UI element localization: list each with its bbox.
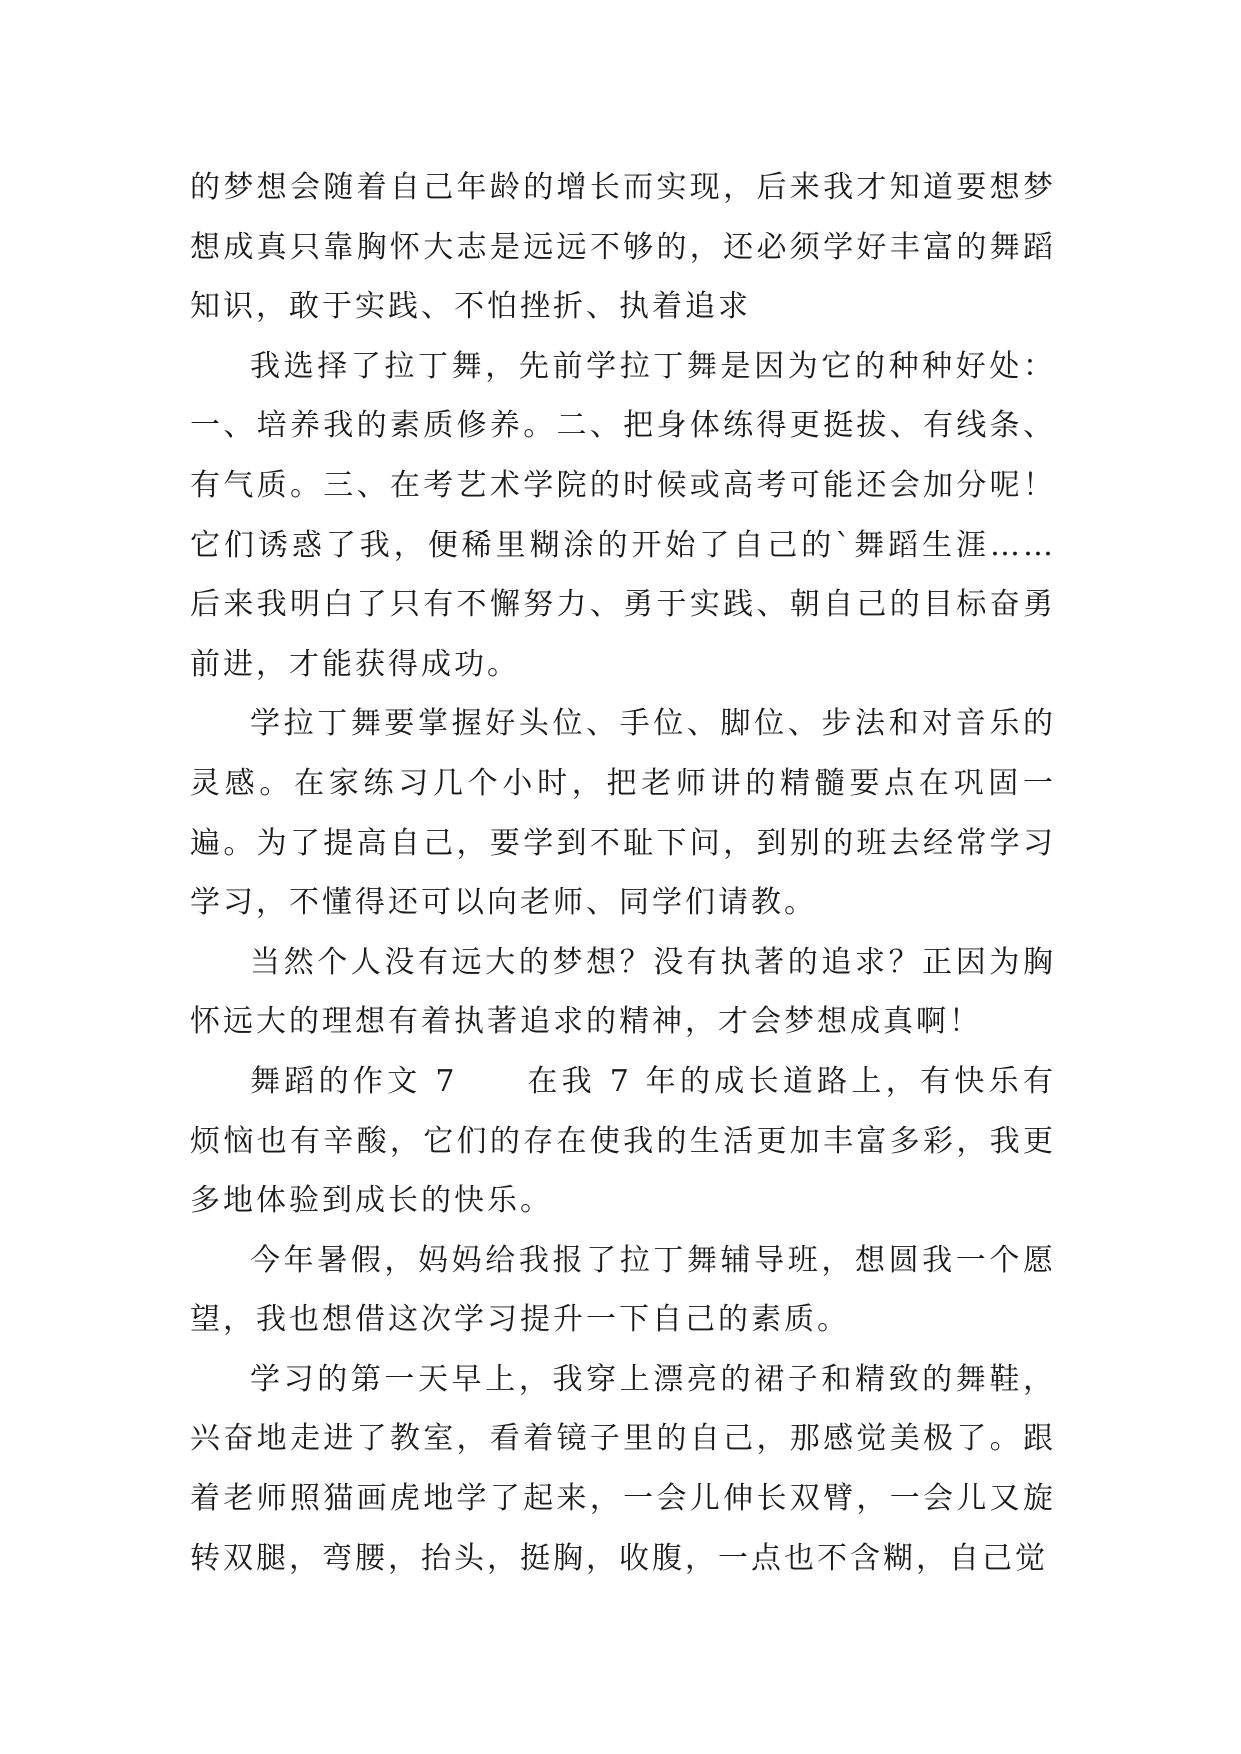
paragraph-5: 舞蹈的作文 7 在我 7 年的成长道路上，有快乐有烦恼也有辛酸，它们的存在使我的生活更加丰富多彩，我更多地体验到成长的快乐。	[190, 1063, 1056, 1219]
document-body	[190, 158, 1056, 1588]
paragraph-6: 今年暑假，妈妈给我报了拉丁舞辅导班，想圆我一个愿望，我也想借这次学习提升一下自己的素质。	[190, 1242, 1056, 1338]
paragraph-7: 学习的第一天早上，我穿上漂亮的裙子和精致的舞鞋，兴奋地走进了教室，看着镜子里的自己，那感觉美极了。跟着老师照猫画虎地学了起来，一会儿伸长双臂，一会儿又旋转双腿，弯腰，抬头，挺胸，收腹，一点也不含糊，自己觉	[190, 1361, 1056, 1576]
paragraph-3: 学拉丁舞要掌握好头位、手位、脚位、步法和对音乐的灵感。在家练习几个小时，把老师讲的精髓要点在巩固一遍。为了提高自己，要学到不耻下问，到别的班去经常学习学习，不懂得还可以向老师、同学们请教。	[190, 706, 1056, 921]
paragraph-2: 我选择了拉丁舞，先前学拉丁舞是因为它的种种好处：一、培养我的素质修养。二、把身体练得更挺拔、有线条、有气质。三、在考艺术学院的时候或高考可能还会加分呢！它们诱惑了我，便稀里糊涂的开始了自己的`舞蹈生涯……后来我明白了只有不懈努力、勇于实践、朝自己的目标奋勇前进，才能获得成功。	[190, 348, 1056, 682]
paragraph-1: 的梦想会随着自己年龄的增长而实现，后来我才知道要想梦想成真只靠胸怀大志是远远不够的，还必须学好丰富的舞蹈知识，敢于实践、不怕挫折、执着追求	[190, 170, 1056, 325]
paragraph-4: 当然个人没有远大的梦想？没有执著的追求？正因为胸怀远大的理想有着执著追求的精神，才会梦想成真啊！	[190, 944, 1056, 1040]
